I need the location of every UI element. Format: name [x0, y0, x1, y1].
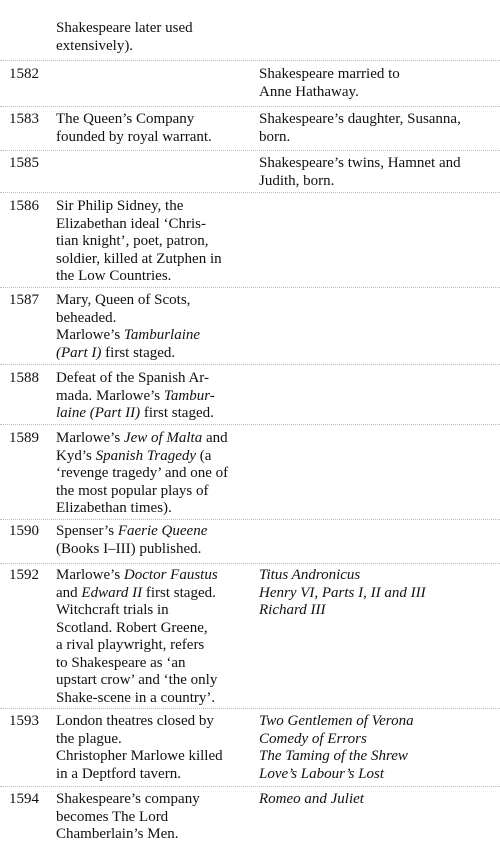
play-title-text: Henry VI, Parts I, II and III — [259, 584, 426, 601]
row-divider — [0, 150, 500, 152]
history-line: London theatres closed by — [56, 713, 214, 729]
history-line: (Part I) first staged. — [56, 344, 176, 361]
history-cell — [56, 523, 252, 558]
play-title-text: Two Gentlemen of Verona — [259, 713, 414, 729]
row-divider — [0, 106, 500, 108]
history-cell — [56, 567, 252, 707]
history-line: Spenser’s Faerie Queene — [56, 523, 208, 539]
history-line: Marlowe’s Doctor Faustus — [56, 567, 218, 583]
history-line: Shake-scene in a country’. — [56, 689, 216, 706]
play-title — [259, 791, 497, 809]
play-title — [259, 713, 497, 731]
row-divider — [0, 708, 500, 710]
play-title — [259, 748, 497, 766]
history-line: Marlowe’s Jew of Malta and — [56, 430, 228, 446]
year-label: 1588 — [9, 370, 39, 386]
history-line: Witchcraft trials in — [56, 602, 169, 618]
play-title — [259, 567, 497, 585]
play-title — [259, 602, 497, 620]
history-line: Shakespeare’s company — [56, 791, 200, 807]
row-divider — [0, 563, 500, 565]
history-line: in a Deptford tavern. — [56, 765, 181, 782]
history-line: (Books I–III) published. — [56, 540, 202, 557]
year-label: 1592 — [9, 567, 39, 583]
history-line: the most popular plays of — [56, 482, 209, 499]
life-line: born. — [259, 128, 291, 145]
history-line: Mary, Queen of Scots, — [56, 292, 191, 308]
history-line: Defeat of the Spanish Ar- — [56, 370, 209, 386]
row-divider — [0, 786, 500, 788]
year-label: 1593 — [9, 713, 39, 729]
play-title-text: Romeo and Juliet — [259, 791, 364, 807]
play-title-text: Love’s Labour’s Lost — [259, 765, 385, 782]
year-label: 1586 — [9, 198, 39, 214]
life-works-cell — [259, 791, 497, 809]
history-line: the Low Countries. — [56, 268, 172, 284]
history-cell — [56, 713, 252, 783]
row-divider — [0, 519, 500, 521]
play-title-text: Titus Andronicus — [259, 567, 361, 583]
history-line: tian knight’, poet, patron, — [56, 233, 209, 249]
life-line: Shakespeare married to — [259, 66, 400, 82]
life-works-cell — [259, 713, 497, 783]
history-line: Shakespeare later used — [56, 20, 193, 36]
history-line: Kyd’s Spanish Tragedy (a — [56, 447, 212, 464]
play-title-text: Richard III — [259, 602, 326, 618]
history-cell — [56, 430, 252, 518]
row-divider — [0, 287, 500, 289]
history-text: Marlowe’s Tamburlaine — [56, 327, 201, 343]
history-line: Elizabethan times). — [56, 500, 172, 516]
history-line: the plague. — [56, 730, 122, 747]
history-line: ‘revenge tragedy’ and one of — [56, 465, 229, 481]
history-line: The Queen’s Company — [56, 111, 195, 127]
history-line: Sir Philip Sidney, the — [56, 198, 184, 214]
life-works-cell — [259, 66, 497, 101]
history-line: beheaded. — [56, 309, 117, 326]
history-line: becomes The Lord — [56, 808, 169, 825]
history-line: Elizabethan ideal ‘Chris- — [56, 215, 206, 232]
play-title-text: Comedy of Errors — [259, 730, 367, 747]
year-label: 1583 — [9, 111, 39, 127]
year-label: 1582 — [9, 66, 39, 82]
history-line: Chamberlain’s Men. — [56, 826, 179, 842]
life-works-cell — [259, 155, 497, 190]
history-line: mada. Marlowe’s Tambur- — [56, 387, 215, 404]
history-line: Scotland. Robert Greene, — [56, 619, 208, 636]
row-divider — [0, 60, 500, 62]
history-line — [56, 327, 252, 345]
life-works-cell — [259, 111, 497, 146]
history-line: extensively). — [56, 37, 134, 54]
history-cell — [56, 20, 252, 55]
year-label: 1594 — [9, 791, 39, 807]
life-line: Judith, born. — [259, 172, 335, 189]
year-label: 1585 — [9, 155, 39, 171]
life-line: Anne Hathaway. — [259, 83, 359, 100]
row-divider — [0, 364, 500, 366]
year-label: 1589 — [9, 430, 39, 446]
year-label: 1590 — [9, 523, 39, 539]
life-line: Shakespeare’s twins, Hamnet and — [259, 155, 461, 171]
history-cell — [56, 198, 252, 286]
play-title-text: The Taming of the Shrew — [259, 748, 408, 764]
history-line: soldier, killed at Zutphen in — [56, 250, 222, 267]
history-line: laine (Part II) first staged. — [56, 405, 214, 421]
history-cell — [56, 111, 252, 146]
history-line: and Edward II first staged. — [56, 584, 216, 601]
year-label: 1587 — [9, 292, 39, 308]
history-line: Christopher Marlowe killed — [56, 748, 223, 764]
history-cell — [56, 791, 252, 844]
history-line: a rival playwright, refers — [56, 637, 205, 653]
history-line: to Shakespeare as ‘an — [56, 654, 186, 671]
life-line: Shakespeare’s daughter, Susanna, — [259, 111, 461, 127]
row-divider — [0, 192, 500, 194]
row-divider — [0, 424, 500, 426]
history-line: founded by royal warrant. — [56, 128, 212, 145]
life-works-cell — [259, 567, 497, 620]
play-title — [259, 731, 497, 749]
history-line: upstart crow’ and ‘the only — [56, 672, 218, 688]
history-cell — [56, 292, 252, 362]
play-title — [259, 766, 497, 784]
history-cell — [56, 370, 252, 423]
play-title — [259, 585, 497, 603]
